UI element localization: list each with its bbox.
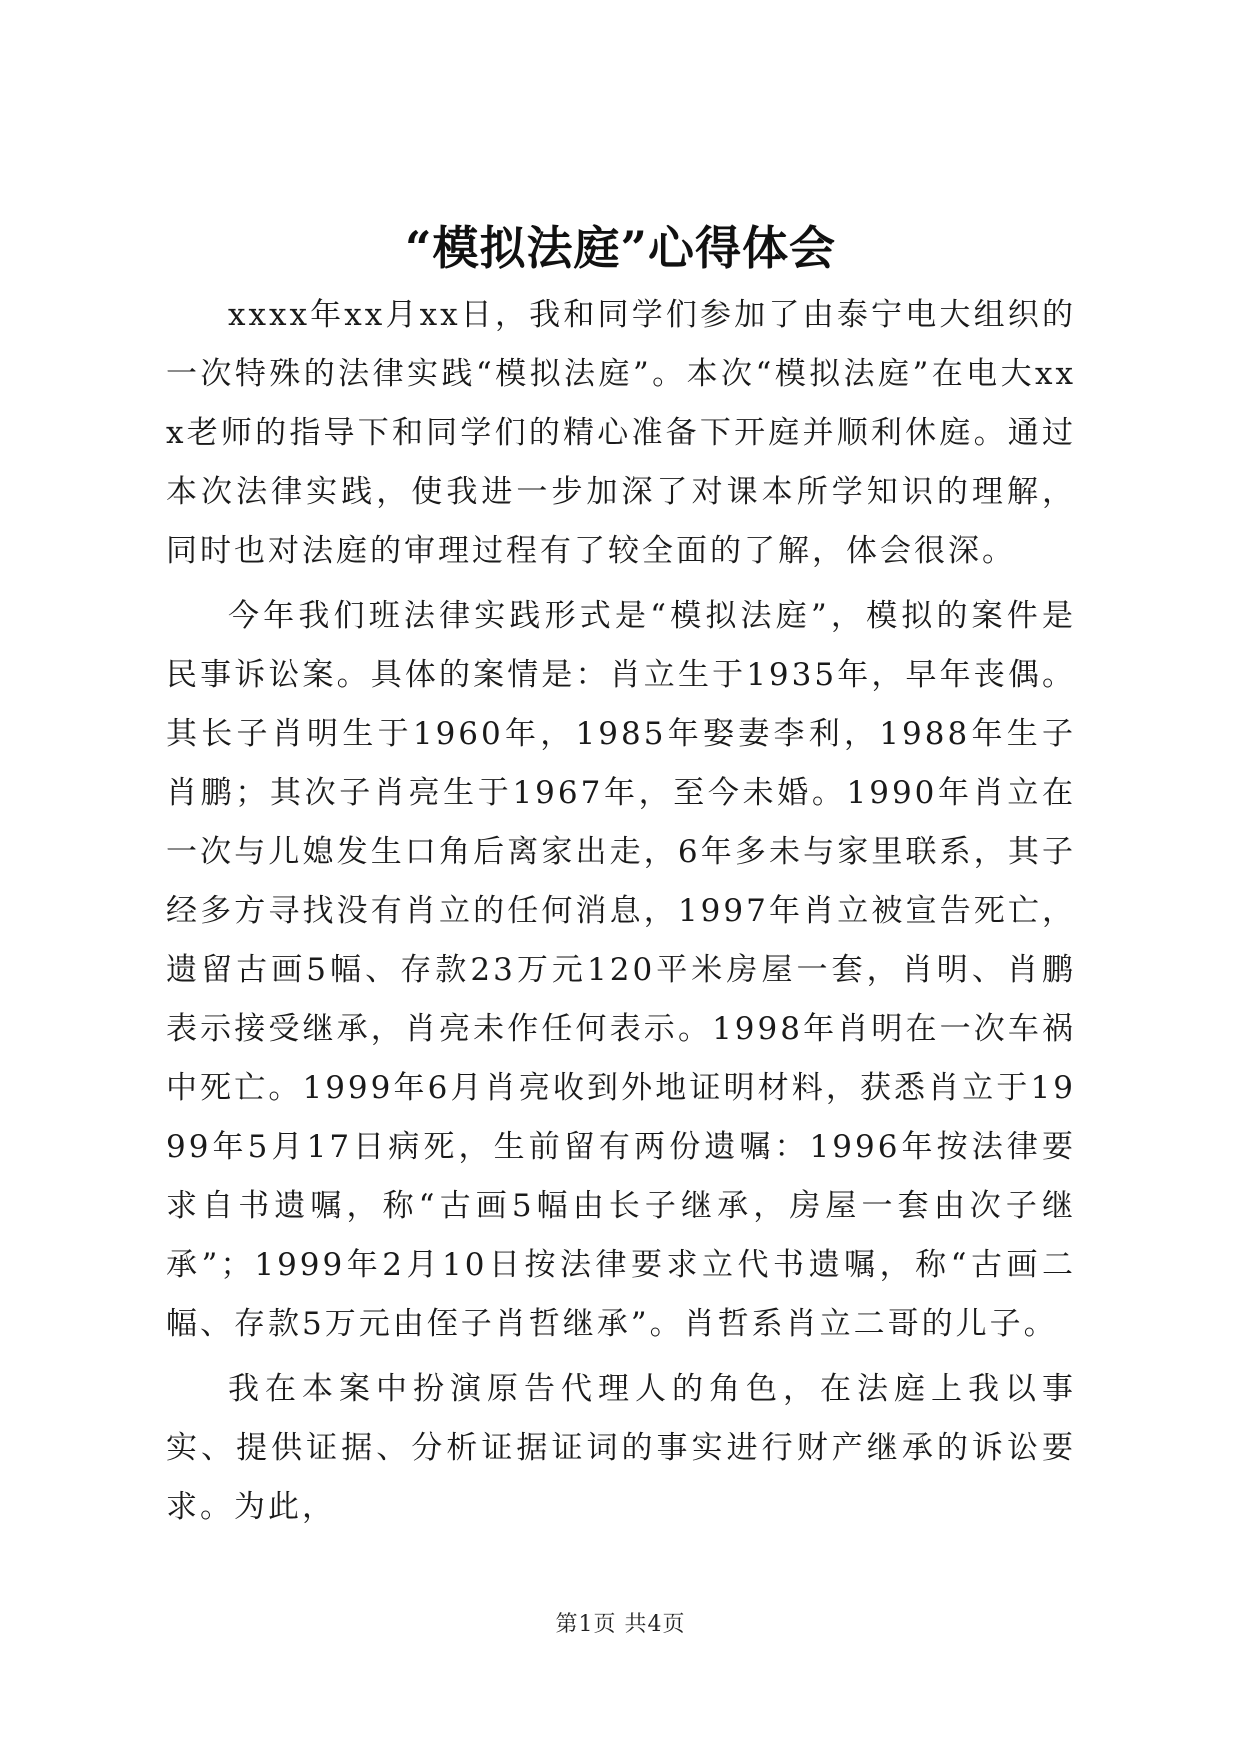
paragraph-case-facts: 今年我们班法律实践形式是“模拟法庭”，模拟的案件是民事诉讼案。具体的案情是：肖立生于1935年，早年丧偶。其长子肖明生于1960年，1985年娶妻李利，1988年生子肖鹏；其次子肖亮生于1967年，至今未婚。1990年肖立在一次与儿媳发生口角后离家出走，6年多未与家里联系，其子经多方寻找没有肖立的任何消息，1997年肖立被宣告死亡，遗留古画5幅、存款23万元120平米房屋一套，肖明、肖鹏表示接受继承，肖亮未作任何表示。1998年肖明在一次车祸中死亡。1999年6月肖亮收到外地证明材料，获悉肖立于1999年5月17日病死，生前留有两份遗嘱：1996年按法律要求自书遗嘱，称“古画5幅由长子继承，房屋一套由次子继承”；1999年2月10日按法律要求立代书遗嘱，称“古画二幅、存款5万元由侄子肖哲继承”。肖哲系肖立二哥的儿子。 (166, 598, 1076, 1342)
document-body (166, 286, 1076, 1543)
document-title: “模拟法庭”心得体会 (405, 221, 836, 275)
paragraph-intro: xxxx年xx月xx日，我和同学们参加了由泰宁电大组织的一次特殊的法律实践“模拟法庭”。本次“模拟法庭”在电大xxx老师的指导下和同学们的精心准备下开庭并顺利休庭。通过本次法律实践，使我进一步加深了对课本所学知识的理解，同时也对法庭的审理过程有了较全面的了解，体会很深。 (166, 297, 1076, 569)
paragraph-role: 我在本案中扮演原告代理人的角色，在法庭上我以事实、提供证据、分析证据证词的事实进行财产继承的诉讼要求。为此， (166, 1371, 1076, 1525)
page-number-footer: 第1页 共4页 (555, 1612, 686, 1637)
